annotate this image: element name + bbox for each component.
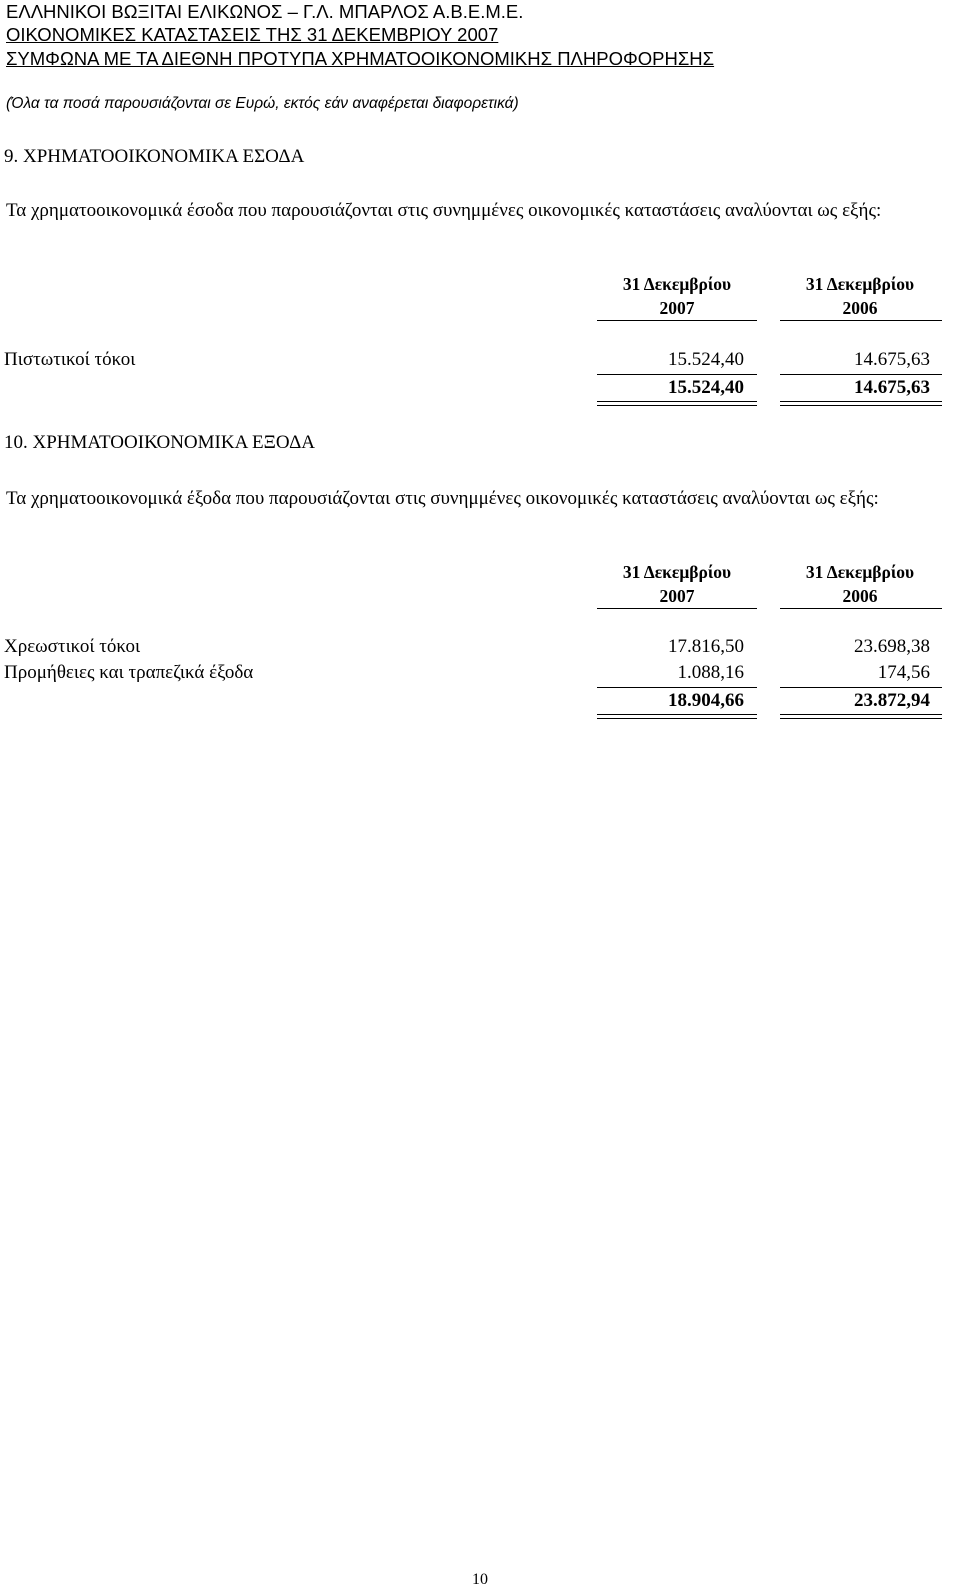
section-intro-finance-costs: Τα χρηματοοικονομικά έξοδα που παρουσιάζονται στις συνημμένες οικονομικές καταστάσεις αναλύονται ως εξής: [6, 488, 879, 509]
section-title-finance-income: 9. ΧΡΗΜΑΤΟΟΙΚΟΝΟΜΙΚΑ ΕΣΟΔΑ [4, 146, 305, 167]
column-header-date: 31 Δεκεμβρίου [805, 562, 915, 582]
column-header-date: 31 Δεκεμβρίου [622, 274, 732, 294]
statements-title: ΟΙΚΟΝΟΜΙΚΕΣ ΚΑΤΑΣΤΑΣΕΙΣ ΤΗΣ 31 ΔΕΚΕΜΒΡΙΟΥ 2007 [6, 24, 499, 45]
subtotal-rule [780, 687, 942, 688]
column-header-2006 [780, 560, 940, 608]
column-header-date: 31 Δεκεμβρίου [805, 274, 915, 294]
company-name: ΕΛΛΗΝΙΚΟΙ ΒΩΞΙΤΑΙ ΕΛΙΚΩΝΟΣ – Γ.Λ. ΜΠΑΡΛΟΣ Α.Β.Ε.Μ.Ε. [6, 1, 524, 22]
subtotal-rule [780, 374, 942, 375]
total-double-rule [597, 714, 757, 719]
section-intro-finance-income: Τα χρηματοοικονομικά έσοδα που παρουσιάζονται στις συνημμένες οικονομικές καταστάσεις αναλύονται ως εξής: [6, 200, 882, 221]
column-header-2007 [597, 272, 757, 320]
column-underline [780, 608, 942, 609]
page-number: 10 [472, 1571, 488, 1588]
section-title-finance-costs: 10. ΧΡΗΜΑΤΟΟΙΚΟΝΟΜΙΚΑ ΕΞΟΔΑ [4, 432, 316, 453]
column-header-year: 2007 [659, 298, 695, 318]
table-cell-2006: 174,56 [877, 662, 930, 683]
column-underline [597, 320, 757, 321]
column-header-year: 2007 [659, 586, 695, 606]
column-underline [597, 608, 757, 609]
total-double-rule [780, 401, 942, 406]
subtotal-rule [597, 687, 757, 688]
table-row-label: Πιστωτικοί τόκοι [4, 349, 136, 370]
table-cell-2007: 15.524,40 [668, 349, 744, 370]
standards-title: ΣΥΜΦΩΝΑ ΜΕ ΤΑ ΔΙΕΘΝΗ ΠΡΟΤΥΠΑ ΧΡΗΜΑΤΟΟΙΚΟΝΟΜΙΚΗΣ ΠΛΗΡΟΦΟΡΗΣΗΣ [6, 48, 715, 69]
table-cell-2007: 17.816,50 [668, 636, 744, 657]
table-cell-2007: 1.088,16 [677, 662, 744, 683]
table-cell-2006: 23.698,38 [854, 636, 930, 657]
column-header-year: 2006 [842, 586, 878, 606]
table-row-label: Χρεωστικοί τόκοι [4, 636, 141, 657]
total-2006: 23.872,94 [854, 690, 930, 711]
table-cell-2006: 14.675,63 [854, 349, 930, 370]
currency-note: (Όλα τα ποσά παρουσιάζονται σε Ευρώ, εκτός εάν αναφέρεται διαφορετικά) [6, 95, 519, 112]
total-2006: 14.675,63 [854, 377, 930, 398]
column-header-year: 2006 [842, 298, 878, 318]
total-2007: 15.524,40 [668, 377, 744, 398]
total-double-rule [597, 401, 757, 406]
column-header-2006 [780, 272, 940, 320]
total-double-rule [780, 714, 942, 719]
table-row-label: Προμήθειες και τραπεζικά έξοδα [4, 662, 254, 683]
total-2007: 18.904,66 [668, 690, 744, 711]
subtotal-rule [597, 374, 757, 375]
column-header-2007 [597, 560, 757, 608]
column-header-date: 31 Δεκεμβρίου [622, 562, 732, 582]
column-underline [780, 320, 942, 321]
